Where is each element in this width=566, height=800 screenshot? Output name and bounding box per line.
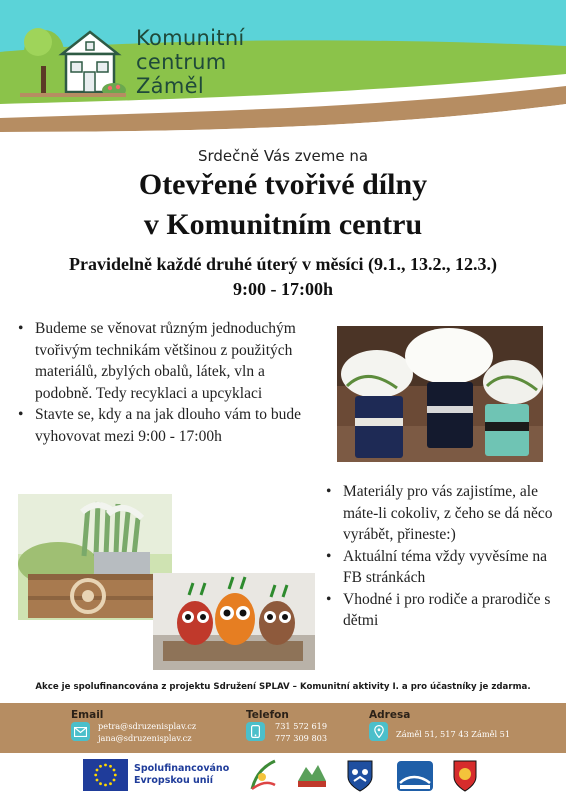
logo-line-2: centrum [136, 50, 227, 74]
house-tree-logo-icon [18, 14, 128, 100]
address-label: Adresa [369, 709, 411, 721]
heather-crate-photo [18, 494, 172, 620]
email-address-1[interactable]: petra@sdruzenisplav.cz [98, 721, 197, 731]
event-time: 9:00 - 17:00h [233, 279, 333, 299]
flower-cans-photo [337, 326, 543, 462]
list-item: • Materiály pro vás zajistíme, ale máte-li cokoliv, z čeho se dá něco vyrábět, přineste:) [326, 481, 558, 546]
contact-address [369, 709, 410, 721]
email-addresses [98, 720, 196, 744]
eu-funding-text [134, 763, 229, 787]
list-item: • Budeme se věnovat různým jednoduchým tvořivým technikám většinou z použitých materiálů, zbylých obalů, látek, vln a podobně. Tedy recyklaci a upcyklaci [18, 318, 318, 404]
mail-icon [71, 722, 90, 741]
list-item: • Aktuální téma vždy vyvěsíme na FB stránkách [326, 546, 558, 589]
header-banner [0, 0, 566, 150]
list-item: • Stavte se, kdy a na jak dlouho vám to bude vyhovovat mezi 9:00 - 17:00h [18, 404, 318, 447]
info-list-right [326, 481, 558, 632]
hvrakov-logo-icon [396, 759, 434, 797]
municipal-crest-2-icon [452, 759, 478, 797]
owl-crafts-photo [153, 573, 315, 670]
invitation-text: Srdečně Vás zveme na [197, 147, 369, 165]
eu-funding-logo [83, 759, 229, 791]
municipal-crest-1-icon [346, 759, 374, 797]
jednota-logo-icon [296, 759, 328, 797]
contact-bar [0, 703, 566, 753]
phone-label: Telefon [246, 709, 289, 721]
cofinancing-note: Akce je spolufinancována z projektu Sdružení SPLAV – Komunitní aktivity I. a pro účastníky je zdarma. [35, 682, 531, 692]
eu-text-line-2: Evropskou unií [134, 775, 214, 786]
event-schedule: Pravidelně každé druhé úterý v měsíci (9.1., 13.2., 12.3.) [69, 254, 497, 274]
email-label: Email [71, 709, 104, 721]
logo-wordmark [136, 26, 245, 98]
splav-logo-icon [248, 759, 278, 797]
sponsor-footer [0, 753, 566, 800]
event-intro [0, 147, 566, 301]
phone-icon [246, 722, 265, 741]
phone-numbers [275, 720, 327, 744]
list-item: • Vhodné i pro rodiče a prarodiče s dětmi [326, 589, 558, 632]
logo-line-3: Záměl [136, 74, 204, 98]
event-title-line-2: v Komunitním centru [143, 208, 423, 241]
address-line: Záměl 51, 517 43 Záměl 51 [396, 729, 511, 739]
event-title-line-1: Otevřené tvořivé dílny [138, 168, 428, 201]
email-address-2[interactable]: jana@sdruzenisplav.cz [98, 733, 192, 743]
phone-number-1[interactable]: 731 572 619 [275, 721, 328, 731]
location-pin-icon [369, 722, 388, 741]
eu-flag-icon [83, 759, 128, 791]
eu-text-line-1: Spolufinancováno [134, 763, 230, 774]
phone-number-2[interactable]: 777 309 803 [275, 733, 328, 743]
info-list-left [18, 318, 318, 447]
address-text [396, 728, 510, 740]
logo-line-1: Komunitní [136, 26, 245, 50]
